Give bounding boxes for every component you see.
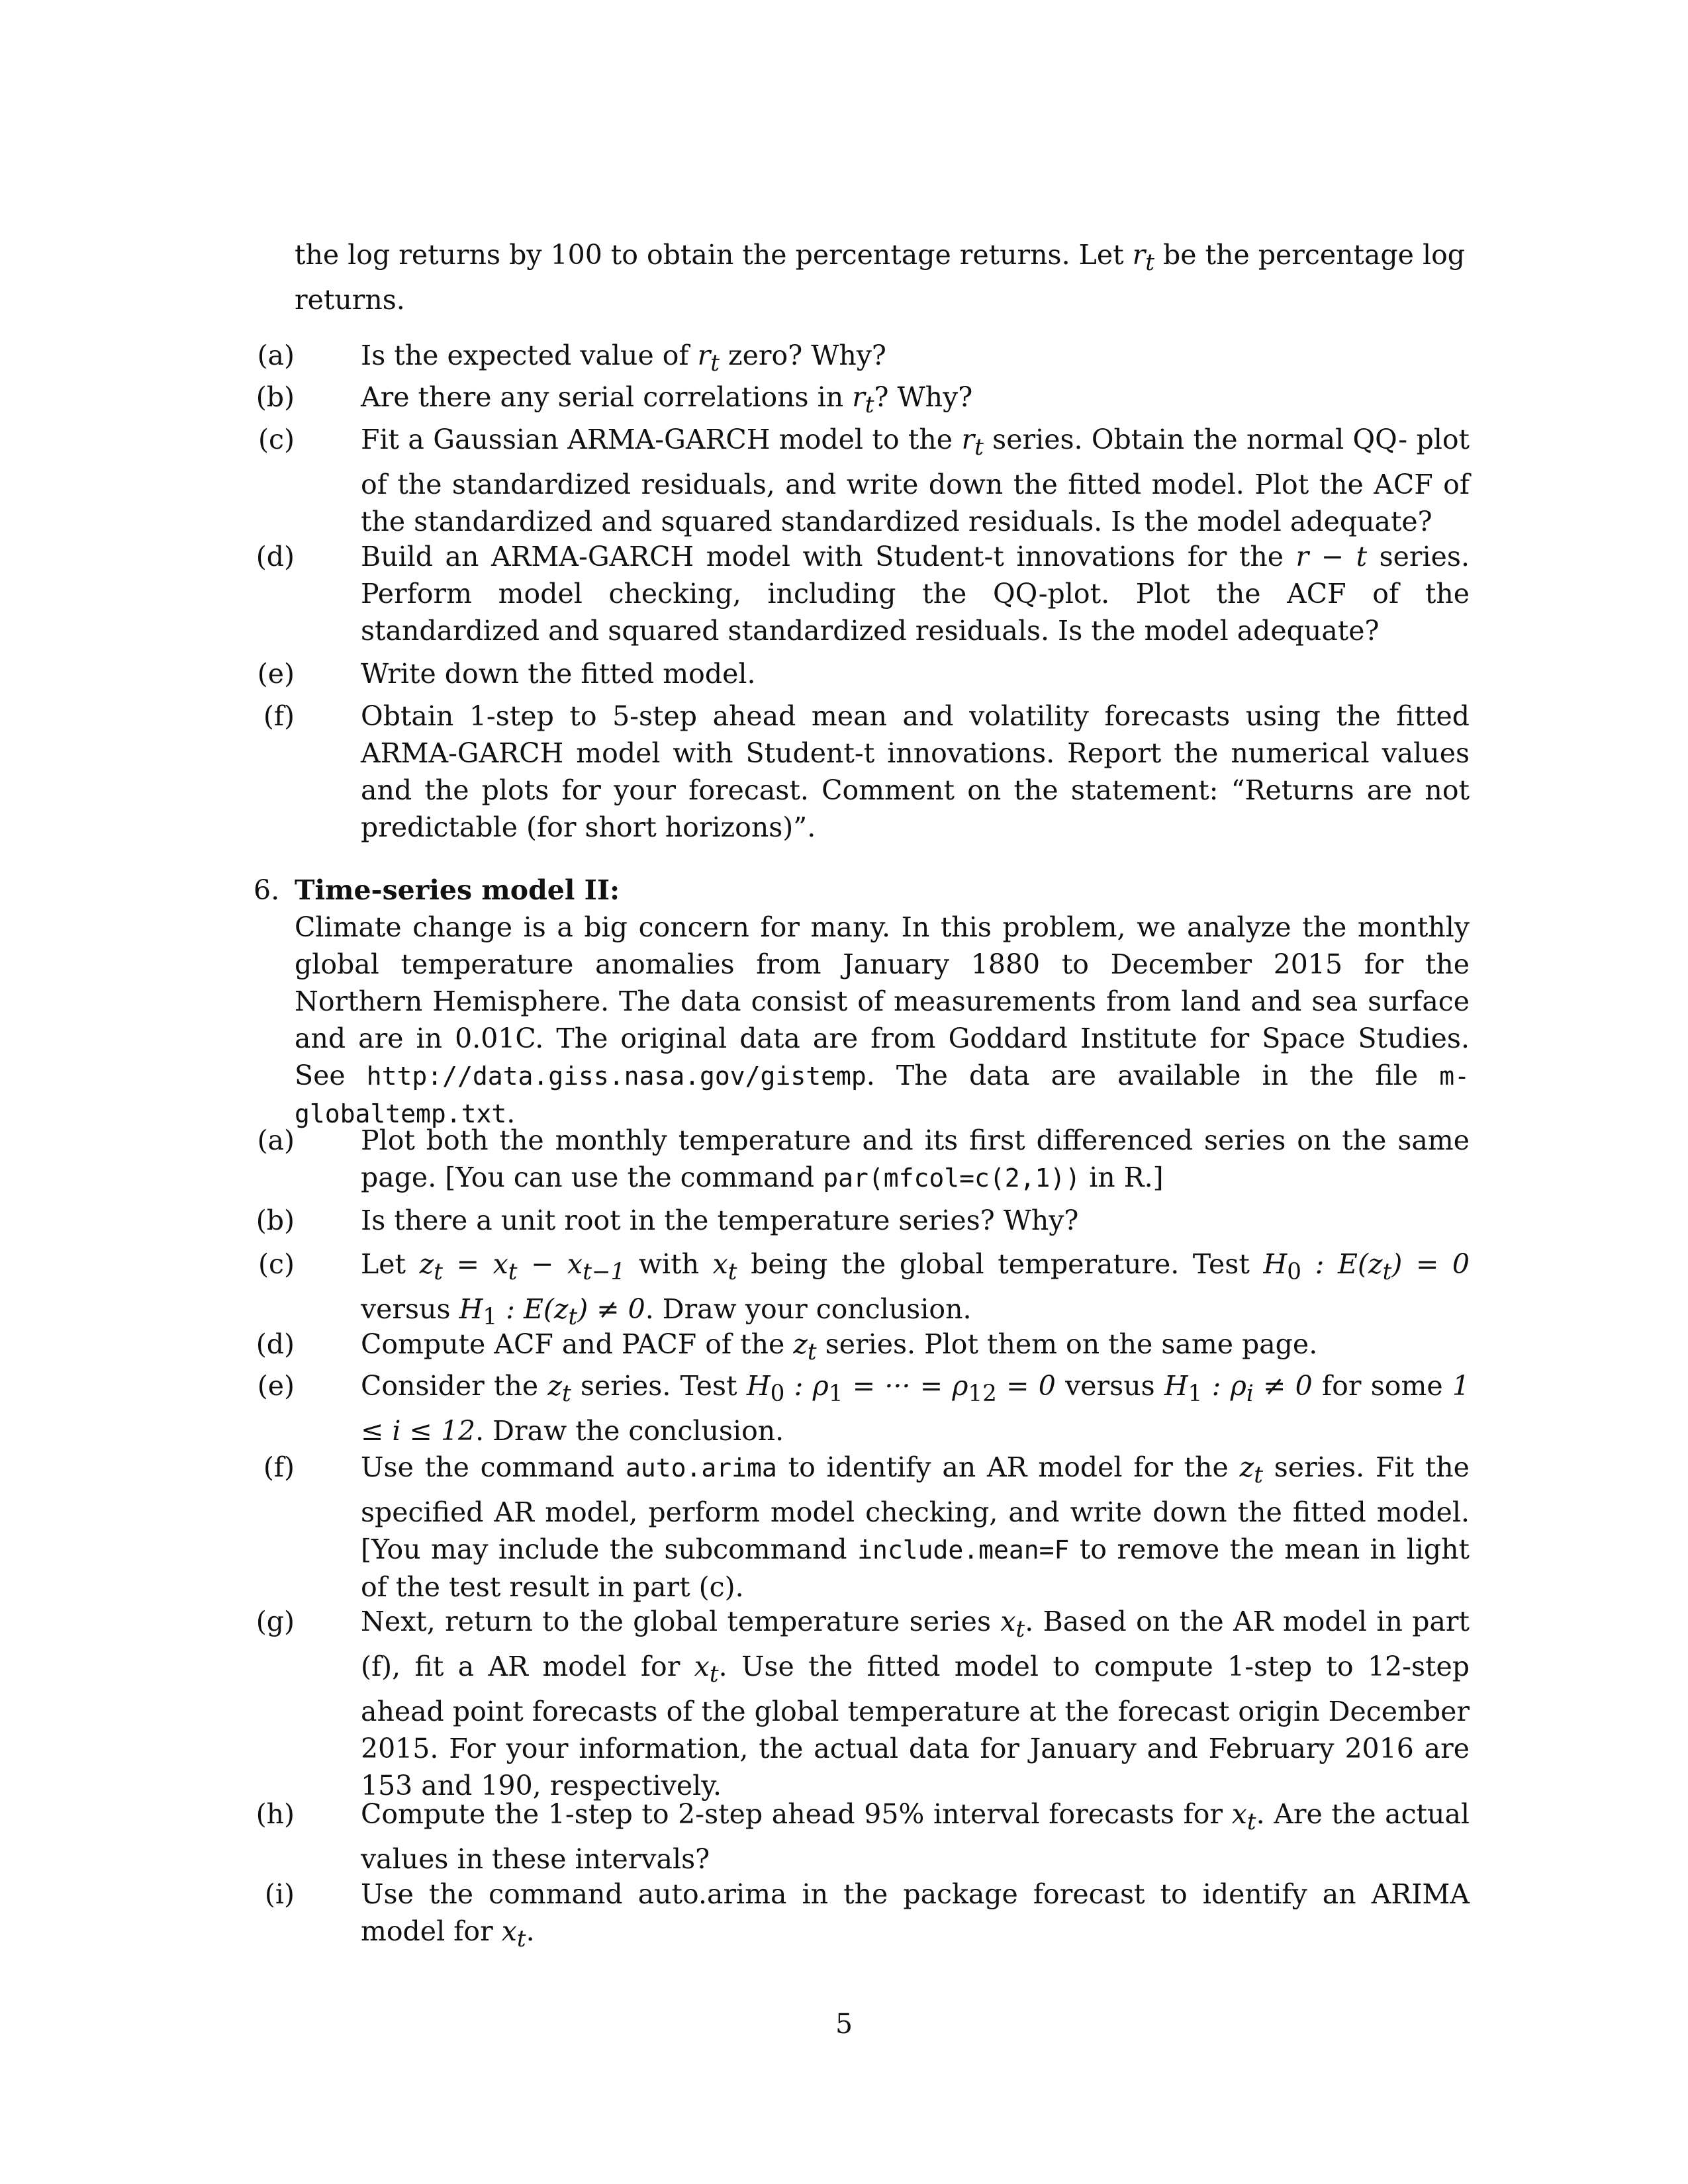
code-snippet: include.mean=F: [857, 1535, 1070, 1565]
item-text: versus: [361, 1293, 451, 1326]
item-label: (e): [257, 658, 295, 690]
math-sub: t: [1254, 1462, 1263, 1489]
math: : ρ: [1202, 1370, 1246, 1402]
section-intro-text: . The data are available in the file: [866, 1060, 1419, 1091]
item-text: Use the command: [361, 1451, 615, 1483]
item-text: Write down the fitted model.: [361, 658, 756, 690]
intro-paragraph: [295, 236, 1470, 318]
math-sub: t: [516, 1926, 526, 1953]
section-intro-text: .: [506, 1097, 516, 1129]
item-text: in R.]: [1089, 1161, 1164, 1193]
item-label: (a): [257, 1124, 295, 1156]
item-text: series. Plot them on the same page.: [825, 1328, 1318, 1360]
item-text: to remove the mean in light of the test result in part (c).: [361, 1533, 1470, 1604]
item-text: series. Test: [581, 1370, 737, 1402]
section-title: Time-series model II:: [295, 874, 620, 906]
math-sub: 1: [1188, 1381, 1203, 1408]
math: − x: [517, 1248, 583, 1280]
intro-text-2: be the percentage log returns.: [295, 239, 1466, 316]
math-sub: t: [807, 1339, 817, 1366]
math-sub: t: [434, 1259, 443, 1286]
math-sub: t: [1246, 1809, 1256, 1836]
item-label: (f): [263, 1451, 295, 1483]
math: : ρ: [784, 1370, 829, 1402]
data-file-name: m-globaltemp.txt: [295, 1062, 1470, 1128]
item-text: Use the command auto.arima in the package forecast to identify an ARIMA model for: [361, 1878, 1470, 1947]
math-sub: t−1: [583, 1259, 626, 1286]
math-sub: t: [1382, 1259, 1392, 1286]
item-text: series. Obtain the normal QQ- plot of the standardized residuals, and write down the fitted model. Plot the ACF of the standardized and squared standardized residuals. Is the model adequate?: [361, 424, 1470, 538]
item-text: series. Perform model checking, including the QQ-plot. Plot the ACF of the standardized and squared standardized residuals. Is the model adequate?: [361, 541, 1470, 647]
math: z: [419, 1248, 434, 1280]
math: 1 ≤ i ≤ 12: [361, 1370, 1470, 1447]
item-text: Compute the 1-step to 2-step ahead 95% interval forecasts for: [361, 1798, 1223, 1830]
intro-var: r: [1132, 239, 1146, 271]
item-text: Fit a Gaussian ARMA-GARCH model to the: [361, 424, 953, 455]
data-url: http://data.giss.nasa.gov/gistemp: [366, 1062, 867, 1091]
math-sub: t: [508, 1259, 518, 1286]
math: ) = 0: [1391, 1248, 1470, 1280]
section-6: [295, 872, 1470, 1132]
math: ) ≠ 0: [577, 1293, 645, 1326]
item-text: versus: [1065, 1370, 1155, 1402]
item-text: . Are the actual values in these intervals?: [361, 1798, 1470, 1876]
item-text: Build an ARMA-GARCH model with Student-t innovations for the: [361, 541, 1284, 572]
item-text: series. Fit the specified AR model, perform model checking, and write down the fitted model. [You may include the subcommand: [361, 1451, 1470, 1566]
code-snippet: par(mfcol=c(2,1)): [823, 1163, 1081, 1193]
item-label: (g): [256, 1606, 295, 1637]
math-sub: t: [1015, 1616, 1025, 1643]
math-sub: i: [1246, 1381, 1254, 1408]
item-label: (i): [264, 1878, 295, 1910]
item-text: . Draw the conclusion.: [475, 1415, 784, 1447]
math: H: [1263, 1248, 1288, 1280]
math: H: [746, 1370, 771, 1402]
math: x: [501, 1915, 517, 1947]
math: x: [712, 1248, 728, 1280]
item-label: (d): [256, 541, 295, 572]
item-text: with: [638, 1248, 699, 1280]
math-sub: t: [727, 1259, 737, 1286]
math: H: [459, 1293, 483, 1326]
math-sub: 1: [483, 1304, 498, 1331]
section-intro: [295, 909, 1470, 1132]
math-sub: t: [865, 392, 874, 419]
intro-var-sub: t: [1145, 250, 1154, 277]
math-sub: 1: [828, 1381, 843, 1408]
math: : E(z: [1301, 1248, 1383, 1280]
math: = ··· = ρ: [843, 1370, 968, 1402]
math-var: r: [961, 424, 975, 455]
item-label: (e): [257, 1370, 295, 1402]
math: x: [1000, 1606, 1016, 1637]
item-label: (b): [256, 1205, 295, 1236]
item-text: Are there any serial correlations in: [361, 381, 844, 413]
math: z: [547, 1370, 562, 1402]
item-text: Obtain 1-step to 5-step ahead mean and volatility forecasts using the fitted ARMA-GARCH model with Student-t innovations. Report the numerical values and the plots for your forecast. Comment on the statement: “Returns are not predictable (for short horizons)”.: [361, 700, 1470, 843]
item-label: (c): [258, 424, 295, 455]
math-sub: 12: [968, 1381, 997, 1408]
item-text: Let: [361, 1248, 406, 1280]
math: H: [1164, 1370, 1188, 1402]
item-text: Plot both the monthly temperature and its first differenced series on the same page. [You can use the command: [361, 1124, 1470, 1193]
intro-text-1: the log returns by 100 to obtain the percentage returns. Let: [295, 239, 1124, 271]
item-label: (f): [263, 700, 295, 732]
math: ≠ 0: [1253, 1370, 1313, 1402]
math: = x: [442, 1248, 508, 1280]
item-text: . Based on the AR model in part (f), fit a AR model for: [361, 1606, 1470, 1683]
math-sub: t: [568, 1304, 578, 1331]
item-label: (d): [256, 1328, 295, 1360]
item-label: (a): [257, 340, 295, 371]
code-snippet: auto.arima: [625, 1453, 777, 1482]
math: x: [694, 1651, 710, 1683]
item-text: Compute ACF and PACF of the: [361, 1328, 785, 1360]
page-number: 5: [835, 2008, 853, 2040]
item-text: . Use the fitted model to compute 1-step to 12-step ahead point forecasts of the global temperature at the forecast origin December 2015. For your information, the actual data for January and February 2016 are 153 and 190, respectively.: [361, 1651, 1470, 1802]
math: : E(z: [497, 1293, 569, 1326]
item-text: . Draw your conclusion.: [645, 1293, 972, 1326]
math: x: [1231, 1798, 1247, 1830]
item-label: (h): [256, 1798, 295, 1830]
math-sub: t: [709, 1661, 719, 1688]
math-sub: 0: [770, 1381, 785, 1408]
item-text: Next, return to the global temperature series: [361, 1606, 991, 1637]
section-number: 6.: [254, 874, 280, 906]
item-label: (b): [256, 381, 295, 413]
math: = 0: [996, 1370, 1056, 1402]
math: z: [793, 1328, 808, 1360]
item-text: to identify an AR model for the: [788, 1451, 1229, 1483]
math: z: [1239, 1451, 1254, 1483]
item-text: Is there a unit root in the temperature series? Why?: [361, 1205, 1079, 1236]
item-text: zero? Why?: [728, 340, 886, 371]
math-sub: 0: [1287, 1259, 1301, 1286]
math-sub: t: [562, 1381, 571, 1408]
item-text: being the global temperature. Test: [751, 1248, 1250, 1280]
item-text: for some: [1322, 1370, 1443, 1402]
item-label: (c): [258, 1248, 295, 1280]
math-sub: t: [974, 434, 984, 461]
math-var: r − t: [1295, 541, 1368, 572]
math-var: r: [852, 381, 865, 413]
item-text: .: [526, 1915, 535, 1947]
math-var: r: [697, 340, 711, 371]
item-text: Consider the: [361, 1370, 539, 1402]
item-text: ? Why?: [874, 381, 973, 413]
section-intro-text: Climate change is a big concern for many. In this problem, we analyze the monthly global temperature anomalies from January 1880 to December 2015 for the Northern Hemisphere. The data consist of measurements from land and sea surface and are in 0.01C. The original data are from Goddard Institute for Space Studies. See: [295, 911, 1470, 1091]
math-sub: t: [710, 350, 720, 377]
item-text: Is the expected value of: [361, 340, 689, 371]
